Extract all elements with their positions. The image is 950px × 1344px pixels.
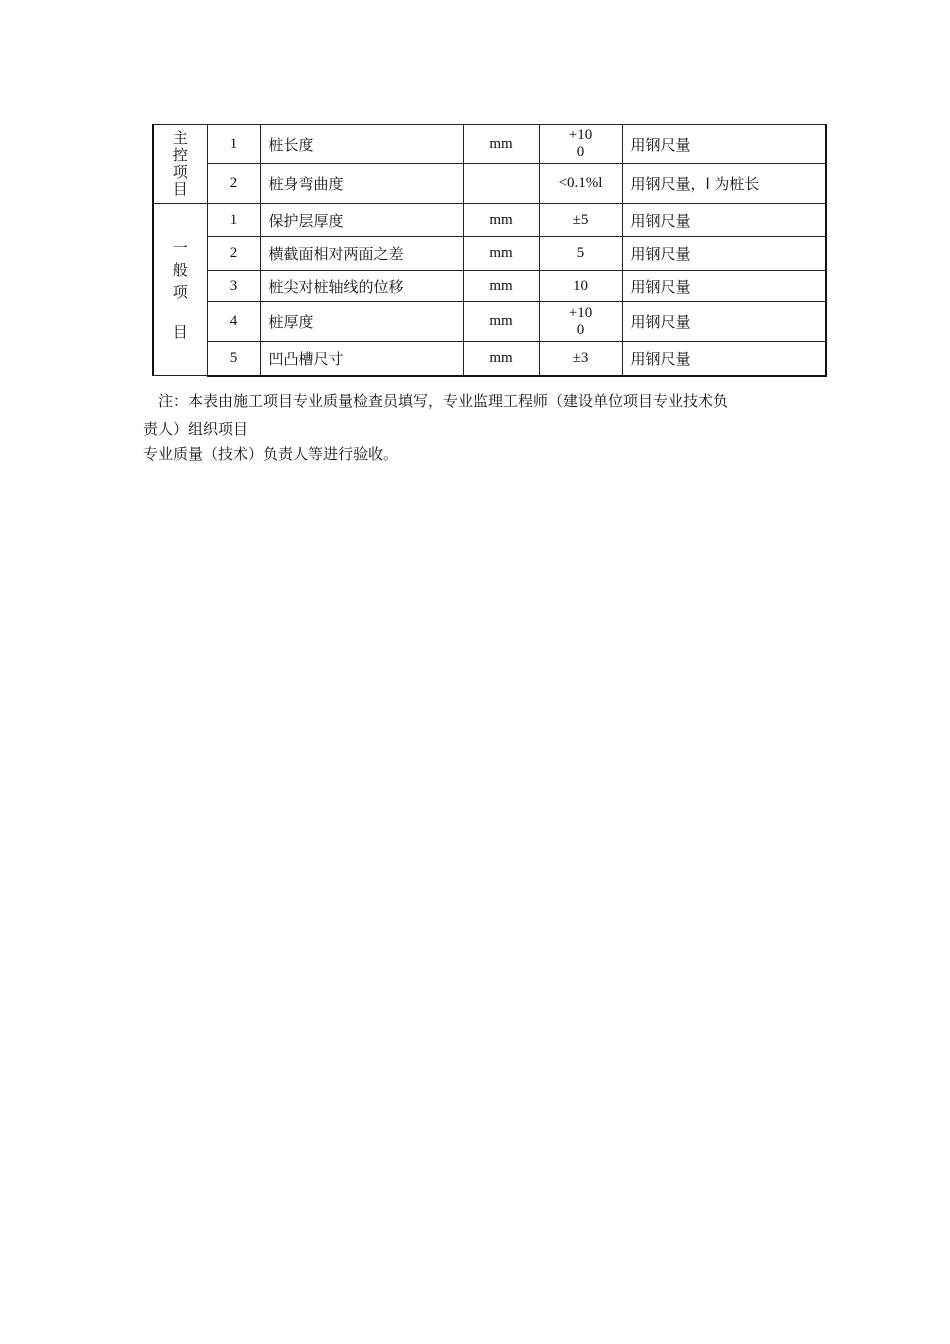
inspection-method: 用钢尺量 bbox=[622, 302, 826, 342]
category-char: 项 bbox=[172, 163, 188, 181]
table-row bbox=[153, 271, 826, 302]
inspection-method: 用钢尺量，l 为桩长 bbox=[622, 164, 826, 204]
tolerance-line: 0 bbox=[576, 144, 585, 160]
unit-cell: mm bbox=[463, 125, 539, 164]
row-number: 4 bbox=[207, 302, 260, 342]
category-char: 控 bbox=[172, 146, 188, 164]
category-char: 般 bbox=[172, 260, 188, 279]
tolerance-cell bbox=[539, 237, 622, 271]
general-category-cell bbox=[153, 204, 207, 376]
table-row bbox=[153, 204, 826, 237]
unit-cell: mm bbox=[463, 302, 539, 342]
check-item: 横截面相对两面之差 bbox=[260, 237, 463, 271]
table-row bbox=[153, 125, 826, 164]
category-gap bbox=[154, 303, 207, 321]
category-char: 一 bbox=[172, 238, 188, 257]
row-number: 3 bbox=[207, 271, 260, 302]
inspection-method: 用钢尺量 bbox=[622, 125, 826, 164]
main-control-category-cell bbox=[153, 125, 207, 204]
note-line-3: 专业质量（技术）负责人等进行验收。 bbox=[143, 445, 399, 463]
tolerance-line: +10 bbox=[568, 304, 593, 321]
inspection-method: 用钢尺量 bbox=[622, 237, 826, 271]
unit-cell: mm bbox=[463, 342, 539, 376]
inspection-method: 用钢尺量 bbox=[622, 204, 826, 237]
tolerance-line: ±5 bbox=[572, 211, 589, 228]
inspection-method: 用钢尺量 bbox=[622, 342, 826, 376]
category-char: 目 bbox=[172, 180, 188, 198]
tolerance-line: 0 bbox=[576, 321, 585, 338]
inspection-method: 用钢尺量 bbox=[622, 271, 826, 302]
tolerance-cell bbox=[539, 164, 622, 204]
note-line-1: 注：本表由施工项目专业质量检查员填写，专业监理工程师（建设单位项目专业技术负 bbox=[143, 392, 729, 410]
tolerance-cell bbox=[539, 271, 622, 302]
check-item: 桩厚度 bbox=[260, 302, 463, 342]
tolerance-cell bbox=[539, 204, 622, 237]
unit-cell: mm bbox=[463, 271, 539, 302]
unit-cell bbox=[463, 164, 539, 204]
tolerance-line: 10 bbox=[573, 277, 588, 294]
tolerance-cell bbox=[539, 342, 622, 376]
table-row bbox=[153, 164, 826, 204]
row-number: 2 bbox=[207, 164, 260, 204]
table-row bbox=[153, 342, 826, 376]
check-item: 保护层厚度 bbox=[260, 204, 463, 237]
row-number: 5 bbox=[207, 342, 260, 376]
row-number: 2 bbox=[207, 237, 260, 271]
check-item: 桩长度 bbox=[260, 125, 463, 164]
category-char: 主 bbox=[172, 129, 188, 147]
note-line-2: 责人）组织项目 bbox=[143, 420, 249, 438]
check-item: 桩身弯曲度 bbox=[260, 164, 463, 204]
tolerance-line: +10 bbox=[568, 127, 593, 143]
unit-cell: mm bbox=[463, 204, 539, 237]
tolerance-line: 5 bbox=[576, 245, 585, 261]
tolerance-cell bbox=[539, 302, 622, 342]
check-item: 桩尖对桩轴线的位移 bbox=[260, 271, 463, 302]
check-item: 凹凸槽尺寸 bbox=[260, 342, 463, 376]
table-row bbox=[153, 302, 826, 342]
row-number: 1 bbox=[207, 204, 260, 237]
category-char: 目 bbox=[172, 322, 188, 341]
tolerance-cell bbox=[539, 125, 622, 164]
tolerance-line: <0.1%l bbox=[558, 175, 603, 191]
category-char: 项 bbox=[172, 282, 188, 301]
table-row bbox=[153, 237, 826, 271]
tolerance-line: ±3 bbox=[572, 349, 589, 366]
row-number: 1 bbox=[207, 125, 260, 164]
inspection-table bbox=[152, 124, 827, 377]
unit-cell: mm bbox=[463, 237, 539, 271]
